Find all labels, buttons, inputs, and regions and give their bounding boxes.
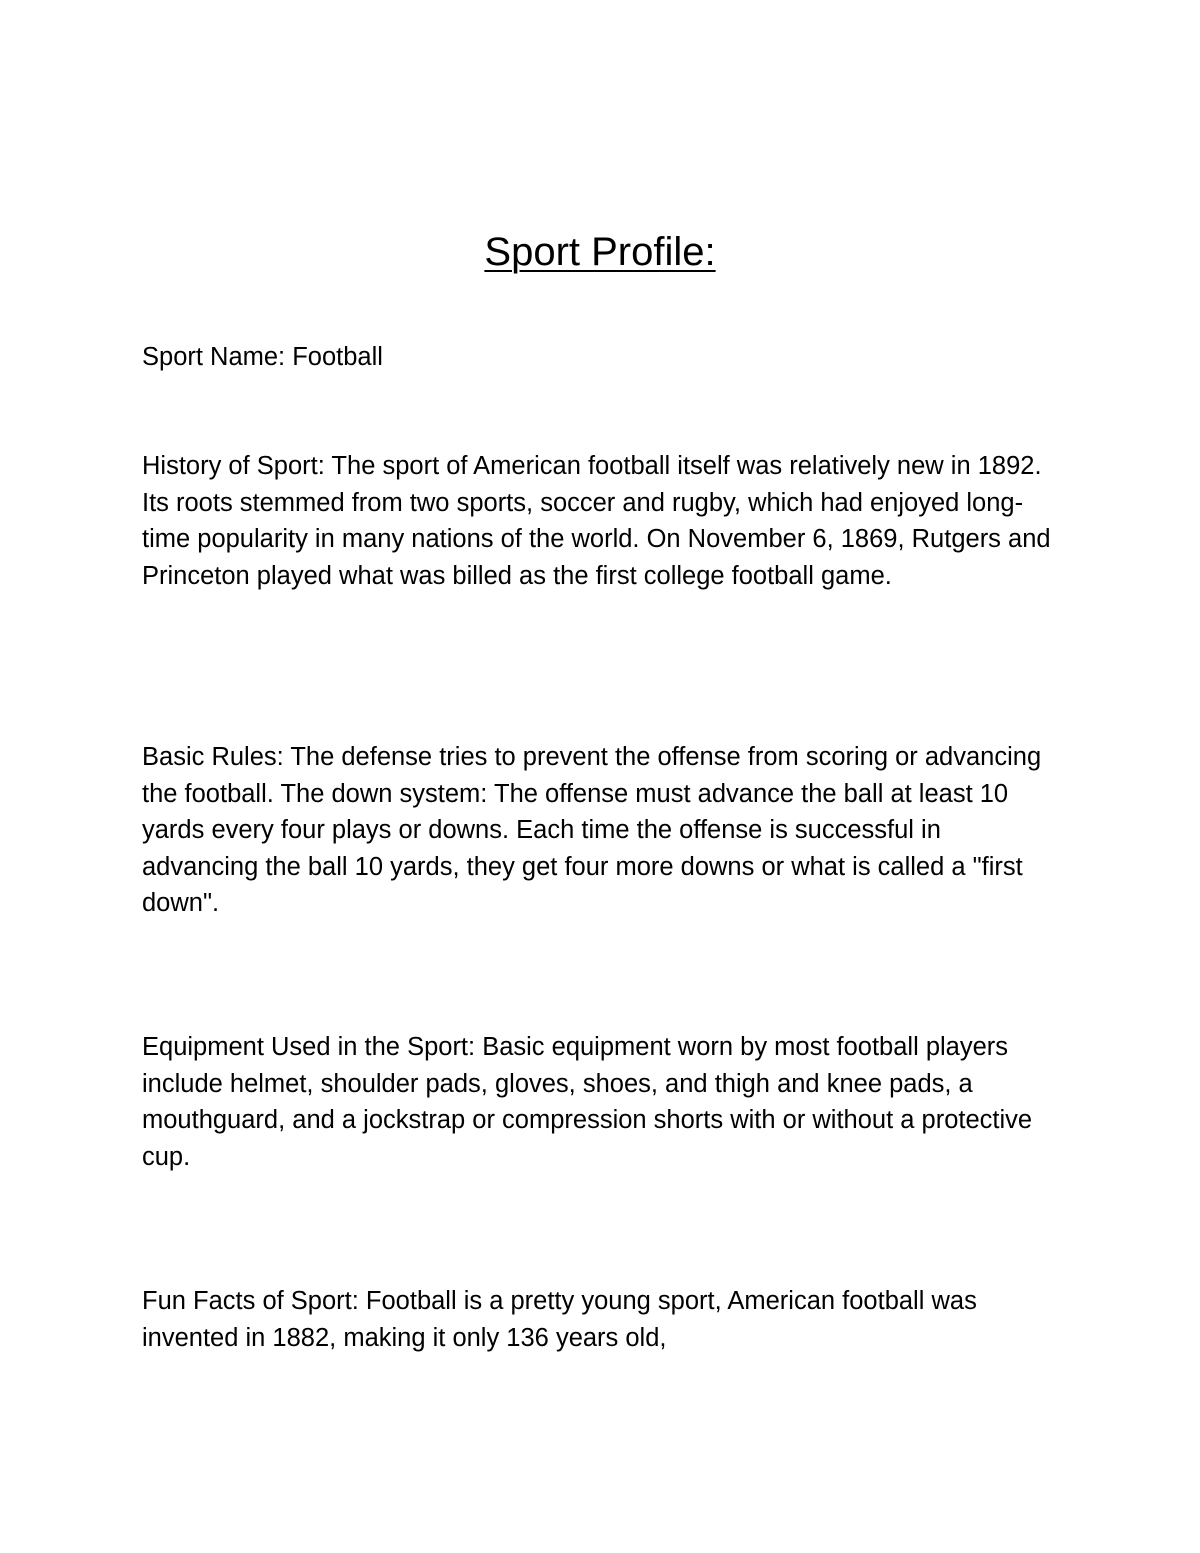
history-paragraph: History of Sport: The sport of American football itself was relatively new in 1892. Its roots stemmed from two sports, soccer and rugby, which had enjoyed long-time popularity in many nations of the world. On November 6, 1869, Rutgers and Princeton played what was billed as the first college football game. <box>142 452 1051 590</box>
equipment-paragraph: Equipment Used in the Sport: Basic equipment worn by most football players include helmet, shoulder pads, gloves, shoes, and thigh and knee pads, a mouthguard, and a jockstrap or compression shorts with or without a protective cup. <box>142 1033 1033 1171</box>
sport-name-paragraph: Sport Name: Football <box>142 343 383 371</box>
basic-rules-paragraph: Basic Rules: The defense tries to prevent the offense from scoring or advancing the football. The down system: The offense must advance the ball at least 10 yards every four plays or downs. Each time the offense is successful in advancing the ball 10 yards, they get four more downs or what is called a "first down". <box>142 743 1042 918</box>
page-title: Sport Profile: <box>484 230 716 274</box>
fun-facts-paragraph: Fun Facts of Sport: Football is a pretty young sport, American football was invented in 1882, making it only 136 years old, <box>142 1287 977 1352</box>
